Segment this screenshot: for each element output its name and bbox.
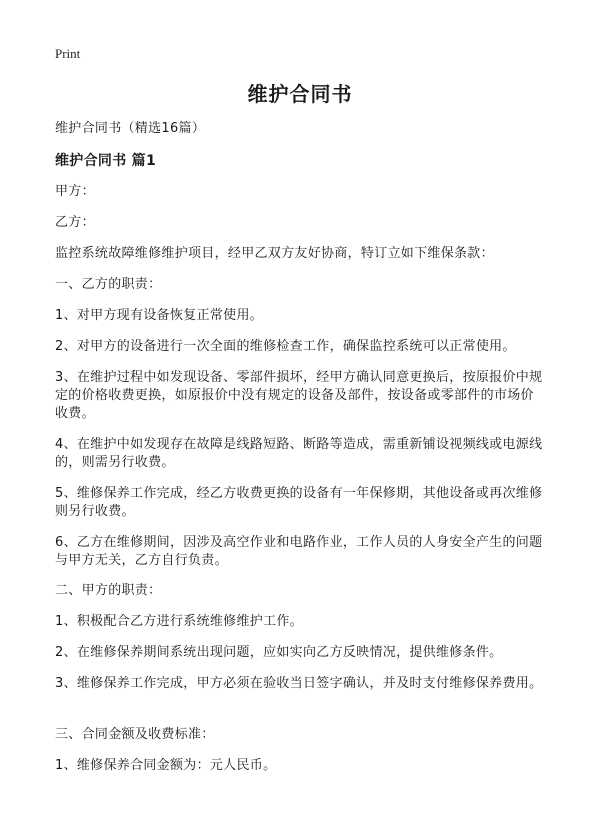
clause-heading-party-b-duties: 一、乙方的职责： xyxy=(55,277,162,292)
clause-a-1: 1、积极配合乙方进行系统维修维护工作。 xyxy=(55,614,303,629)
paragraph-intro: 监控系统故障维修维护项目，经甲乙双方友好协商，特订立如下维保条款： xyxy=(55,246,494,261)
print-link[interactable]: Print xyxy=(55,46,81,61)
clause-b-4: 4、在维护中如发现存在故障是线路短路、断路等造成，需重新铺设视频线或电源线的，则需另行收费。 xyxy=(55,437,543,470)
paragraph-party-b: 乙方： xyxy=(55,215,95,230)
clause-b-3: 3、在维护过程中如发现设备、零部件损坏，经甲方确认同意更换后，按原报价中规定的价格收费更换，如原报价中没有规定的设备及部件，按设备或零部件的市场价收费。 xyxy=(55,370,543,421)
document-subtitle: 维护合同书（精选16篇） xyxy=(55,121,206,136)
document-title: 维护合同书 xyxy=(247,82,353,106)
clause-heading-party-a-duties: 二、甲方的职责： xyxy=(55,583,162,598)
clause-heading-fees: 三、合同金额及收费标准： xyxy=(55,727,215,742)
clause-a-3: 3、维修保养工作完成，甲方必须在验收当日签字确认，并及时支付维修保养费用。 xyxy=(55,676,543,691)
clause-b-1: 1、对甲方现有设备恢复正常使用。 xyxy=(55,308,264,323)
clause-a-2: 2、在维修保养期间系统出现问题，应如实向乙方反映情况，提供维修条件。 xyxy=(55,645,503,660)
clause-b-6: 6、乙方在维修期间，因涉及高空作业和电路作业，工作人员的人身安全产生的问题与甲方无关，乙方自行负责。 xyxy=(55,535,543,568)
clause-b-5: 5、维修保养工作完成，经乙方收费更换的设备有一年保修期，其他设备或再次维修则另行收费。 xyxy=(55,486,543,519)
section-heading: 维护合同书 篇1 xyxy=(55,153,157,169)
clause-fees-1: 1、维修保养合同金额为：元人民币。 xyxy=(55,758,277,773)
paragraph-party-a: 甲方： xyxy=(55,184,95,199)
clause-b-2: 2、对甲方的设备进行一次全面的维修检查工作，确保监控系统可以正常使用。 xyxy=(55,339,516,354)
